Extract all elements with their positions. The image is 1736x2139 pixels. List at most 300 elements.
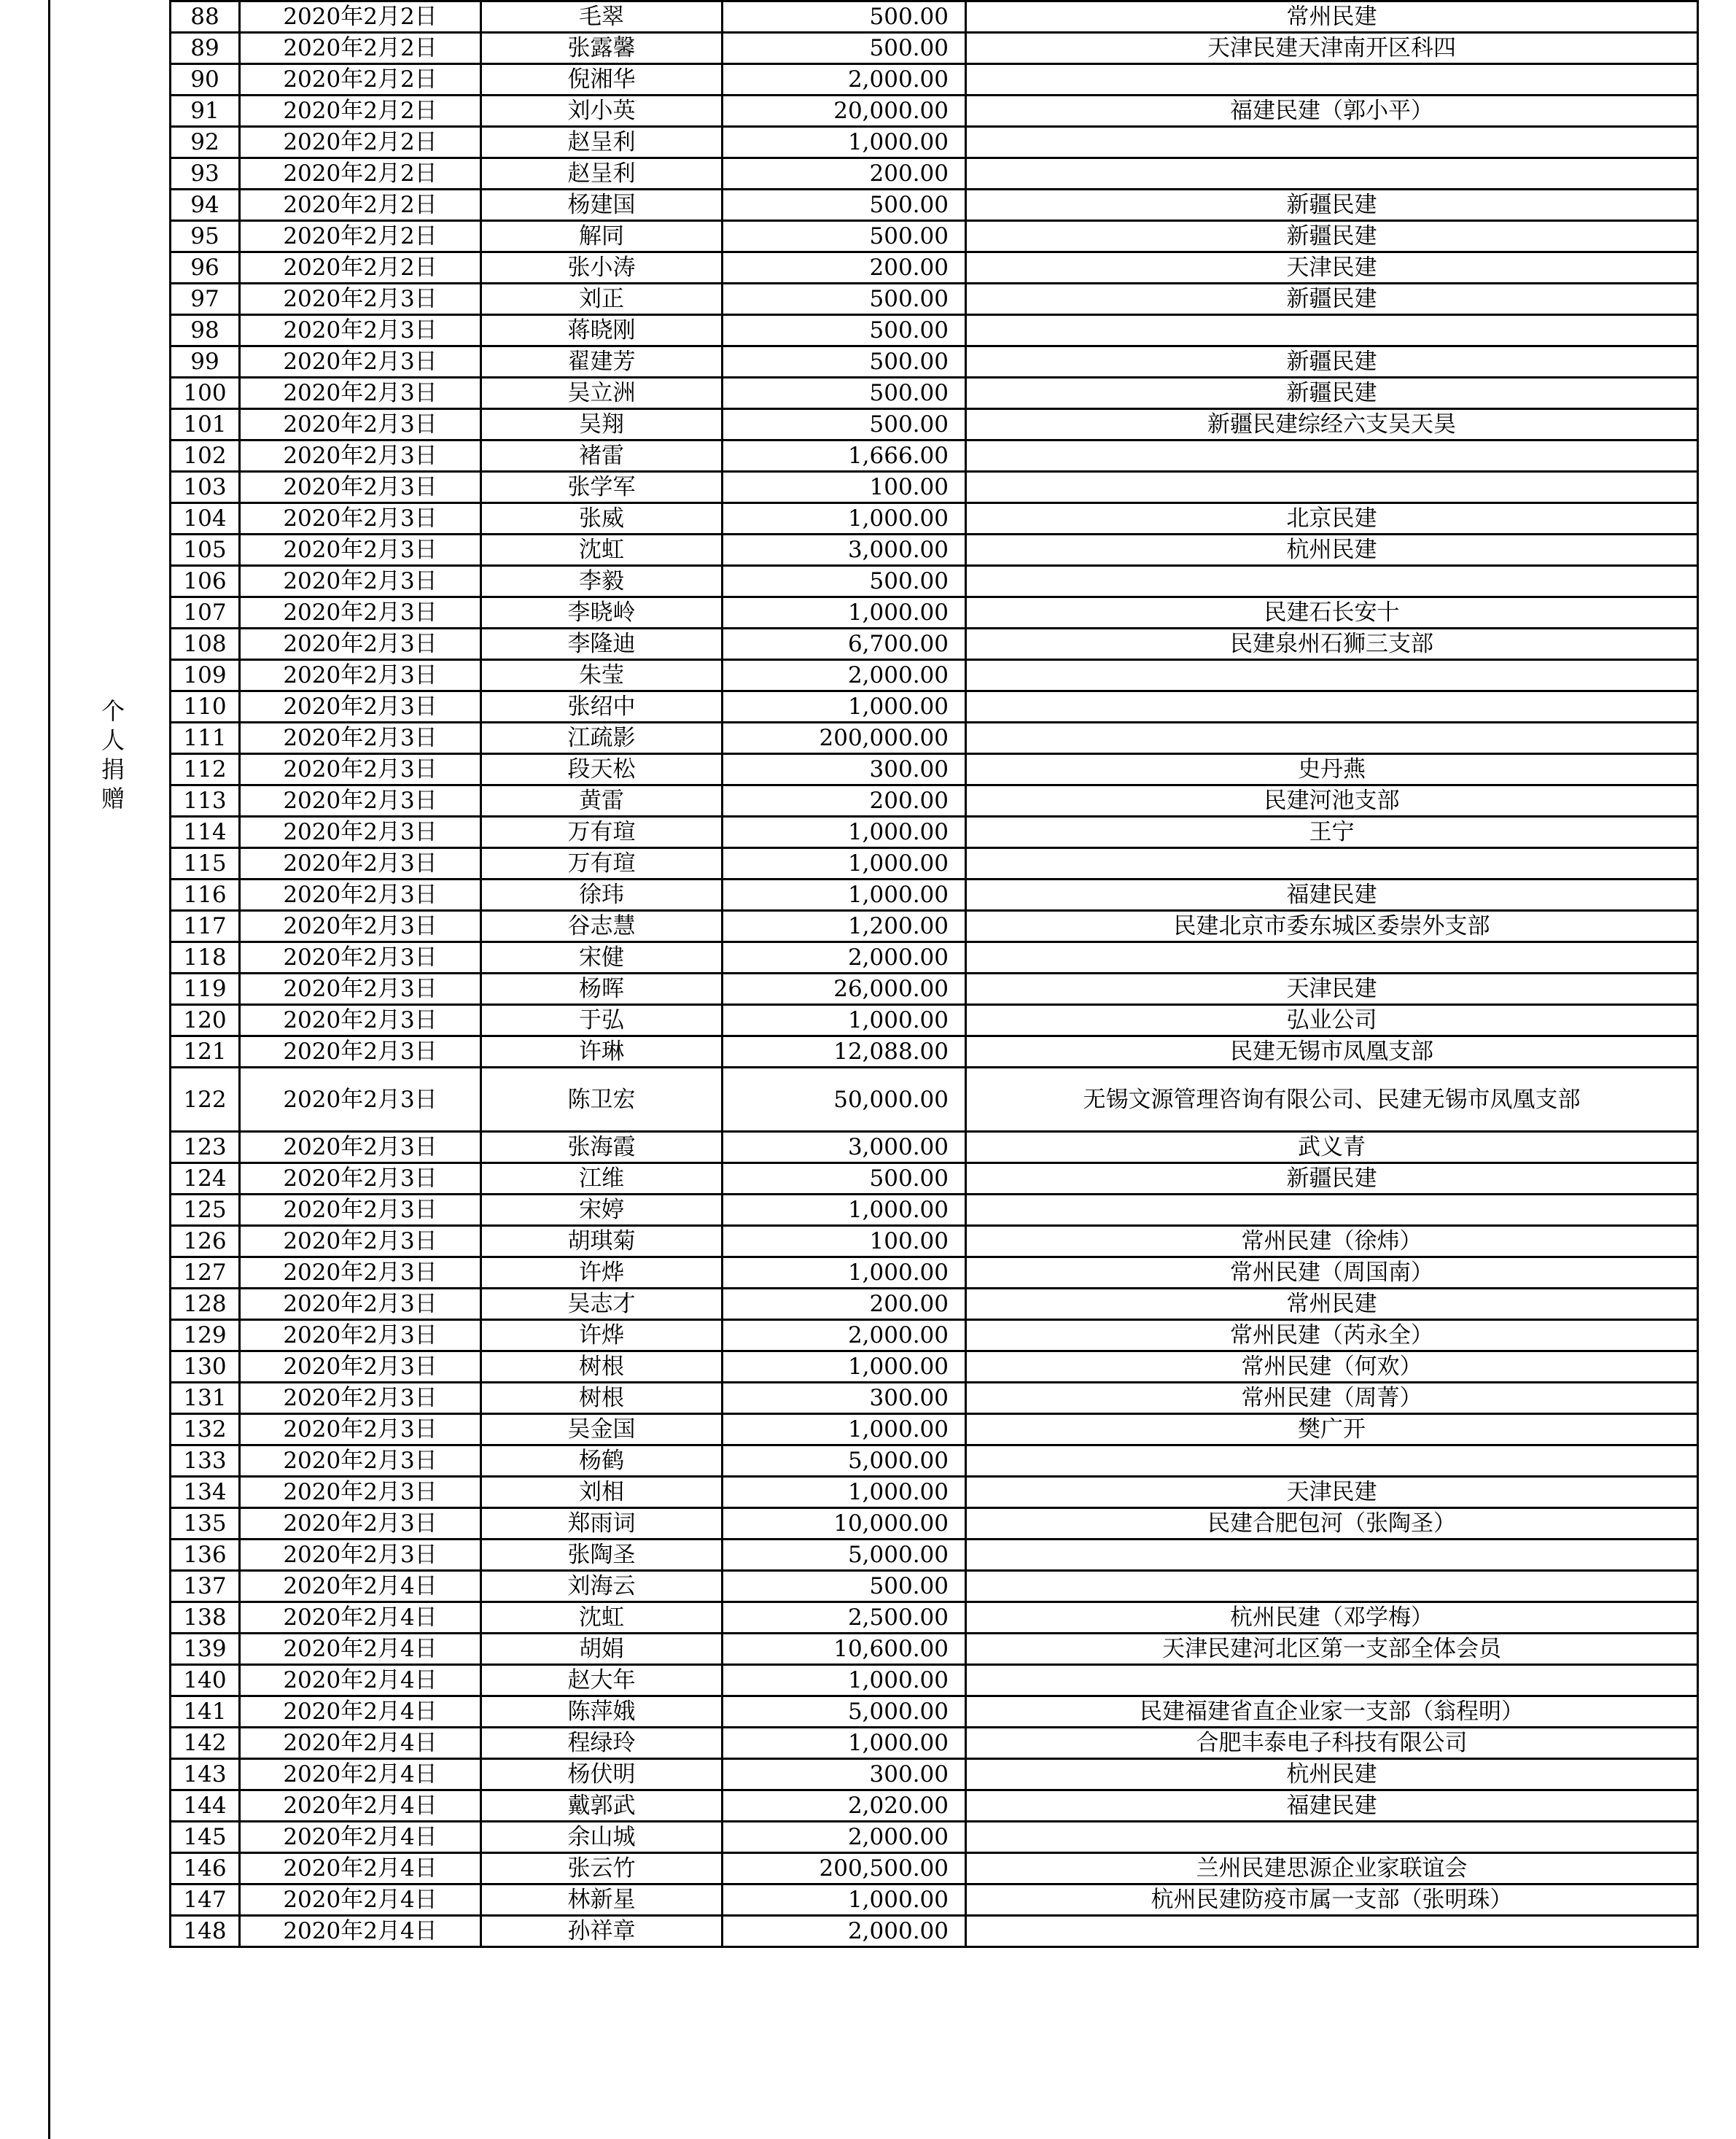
- donation-date-cell: 2020年2月4日: [240, 1759, 481, 1790]
- donor-name-cell: 万有瑄: [481, 817, 723, 848]
- donation-date-cell: 2020年2月3日: [240, 1508, 481, 1540]
- table-row: [171, 1634, 1698, 1665]
- donation-date-cell: 2020年2月3日: [240, 409, 481, 440]
- donation-amount-cell: 5,000.00: [723, 1696, 966, 1728]
- donation-date-cell: 2020年2月3日: [240, 974, 481, 1005]
- donation-amount-cell: 500.00: [723, 1571, 966, 1602]
- donation-date-cell: 2020年2月3日: [240, 785, 481, 817]
- row-number-cell: 112: [171, 754, 240, 785]
- donation-date-cell: 2020年2月3日: [240, 691, 481, 723]
- donation-date-cell: 2020年2月3日: [240, 597, 481, 629]
- donation-date-cell: 2020年2月3日: [240, 535, 481, 566]
- table-row: [171, 1571, 1698, 1602]
- donor-affiliation-cell: [966, 158, 1698, 190]
- table-row: [171, 252, 1698, 284]
- donor-name-cell: 吴翔: [481, 409, 723, 440]
- row-number-cell: 123: [171, 1132, 240, 1163]
- donation-date-cell: 2020年2月2日: [240, 190, 481, 221]
- row-number-cell: 119: [171, 974, 240, 1005]
- donor-name-cell: 倪湘华: [481, 64, 723, 96]
- donor-name-cell: 林新星: [481, 1884, 723, 1916]
- table-row: [171, 1477, 1698, 1508]
- donation-amount-cell: 2,000.00: [723, 1320, 966, 1351]
- table-row: [171, 1540, 1698, 1571]
- donation-date-cell: 2020年2月2日: [240, 96, 481, 127]
- row-number-cell: 136: [171, 1540, 240, 1571]
- row-number-cell: 88: [171, 1, 240, 33]
- donor-affiliation-cell: 民建无锡市凤凰支部: [966, 1036, 1698, 1068]
- donation-amount-cell: 500.00: [723, 1163, 966, 1195]
- table-row: [171, 1508, 1698, 1540]
- donor-affiliation-cell: 常州民建: [966, 1, 1698, 33]
- donation-date-cell: 2020年2月3日: [240, 315, 481, 346]
- donor-affiliation-cell: 天津民建: [966, 1477, 1698, 1508]
- donor-name-cell: 杨伏明: [481, 1759, 723, 1790]
- row-number-cell: 109: [171, 660, 240, 691]
- donor-name-cell: 沈虹: [481, 535, 723, 566]
- donor-affiliation-cell: 无锡文源管理咨询有限公司、民建无锡市凤凰支部: [966, 1068, 1698, 1132]
- donor-name-cell: 张小涛: [481, 252, 723, 284]
- donor-affiliation-cell: 常州民建（周国南）: [966, 1257, 1698, 1289]
- donation-date-cell: 2020年2月3日: [240, 472, 481, 503]
- donor-affiliation-cell: [966, 64, 1698, 96]
- donation-amount-cell: 2,000.00: [723, 1916, 966, 1947]
- table-row: [171, 911, 1698, 942]
- donor-affiliation-cell: 福建民建（郭小平）: [966, 96, 1698, 127]
- table-row: [171, 1696, 1698, 1728]
- donor-name-cell: 刘正: [481, 284, 723, 315]
- donor-affiliation-cell: 兰州民建思源企业家联谊会: [966, 1853, 1698, 1884]
- donor-affiliation-cell: [966, 1571, 1698, 1602]
- donation-date-cell: 2020年2月4日: [240, 1602, 481, 1634]
- row-number-cell: 118: [171, 942, 240, 974]
- donor-name-cell: 褚雷: [481, 440, 723, 472]
- table-row: [171, 378, 1698, 409]
- donor-name-cell: 沈虹: [481, 1602, 723, 1634]
- table-row: [171, 974, 1698, 1005]
- donation-date-cell: 2020年2月3日: [240, 629, 481, 660]
- donation-amount-cell: 1,000.00: [723, 880, 966, 911]
- row-number-cell: 146: [171, 1853, 240, 1884]
- donor-name-cell: 解同: [481, 221, 723, 252]
- row-number-cell: 141: [171, 1696, 240, 1728]
- donor-name-cell: 张威: [481, 503, 723, 535]
- donation-date-cell: 2020年2月4日: [240, 1822, 481, 1853]
- row-number-cell: 128: [171, 1289, 240, 1320]
- row-number-cell: 99: [171, 346, 240, 378]
- donation-date-cell: 2020年2月2日: [240, 33, 481, 64]
- row-number-cell: 94: [171, 190, 240, 221]
- donor-affiliation-cell: [966, 1540, 1698, 1571]
- donation-date-cell: 2020年2月3日: [240, 1351, 481, 1383]
- donor-affiliation-cell: 新疆民建综经六支吴天昊: [966, 409, 1698, 440]
- donor-name-cell: 于弘: [481, 1005, 723, 1036]
- row-number-cell: 115: [171, 848, 240, 880]
- donation-amount-cell: 1,000.00: [723, 1665, 966, 1696]
- donor-affiliation-cell: 合肥丰泰电子科技有限公司: [966, 1728, 1698, 1759]
- donor-name-cell: 许烨: [481, 1257, 723, 1289]
- donation-amount-cell: 200.00: [723, 158, 966, 190]
- row-number-cell: 105: [171, 535, 240, 566]
- row-number-cell: 135: [171, 1508, 240, 1540]
- donor-name-cell: 徐玮: [481, 880, 723, 911]
- donation-date-cell: 2020年2月3日: [240, 1540, 481, 1571]
- donor-affiliation-cell: [966, 848, 1698, 880]
- donation-amount-cell: 1,000.00: [723, 597, 966, 629]
- donation-amount-cell: 1,000.00: [723, 691, 966, 723]
- donor-name-cell: 杨鹤: [481, 1445, 723, 1477]
- donation-date-cell: 2020年2月4日: [240, 1916, 481, 1947]
- donor-affiliation-cell: 常州民建（周菁）: [966, 1383, 1698, 1414]
- donation-amount-cell: 500.00: [723, 315, 966, 346]
- donor-affiliation-cell: 福建民建: [966, 880, 1698, 911]
- donation-amount-cell: 5,000.00: [723, 1445, 966, 1477]
- donor-name-cell: 张海霞: [481, 1132, 723, 1163]
- donation-date-cell: 2020年2月3日: [240, 723, 481, 754]
- row-number-cell: 139: [171, 1634, 240, 1665]
- row-number-cell: 89: [171, 33, 240, 64]
- row-number-cell: 126: [171, 1226, 240, 1257]
- donation-date-cell: 2020年2月3日: [240, 1195, 481, 1226]
- row-number-cell: 108: [171, 629, 240, 660]
- table-row: [171, 1195, 1698, 1226]
- donor-name-cell: 陈卫宏: [481, 1068, 723, 1132]
- donor-name-cell: 程绿玲: [481, 1728, 723, 1759]
- donor-affiliation-cell: [966, 1445, 1698, 1477]
- donor-affiliation-cell: 史丹燕: [966, 754, 1698, 785]
- donation-amount-cell: 3,000.00: [723, 1132, 966, 1163]
- donation-date-cell: 2020年2月2日: [240, 1, 481, 33]
- donor-name-cell: 李毅: [481, 566, 723, 597]
- donation-date-cell: 2020年2月3日: [240, 1132, 481, 1163]
- donation-table-body: [171, 1, 1698, 1947]
- row-number-cell: 102: [171, 440, 240, 472]
- table-row: [171, 503, 1698, 535]
- donor-affiliation-cell: 新疆民建: [966, 190, 1698, 221]
- donor-name-cell: 许烨: [481, 1320, 723, 1351]
- donation-date-cell: 2020年2月3日: [240, 1257, 481, 1289]
- donation-amount-cell: 500.00: [723, 1, 966, 33]
- donor-name-cell: 戴郭武: [481, 1790, 723, 1822]
- donation-amount-cell: 500.00: [723, 284, 966, 315]
- donor-name-cell: 张学军: [481, 472, 723, 503]
- table-row: [171, 1665, 1698, 1696]
- donation-date-cell: 2020年2月3日: [240, 660, 481, 691]
- donor-affiliation-cell: 北京民建: [966, 503, 1698, 535]
- donor-affiliation-cell: 新疆民建: [966, 378, 1698, 409]
- row-number-cell: 134: [171, 1477, 240, 1508]
- donation-date-cell: 2020年2月3日: [240, 1163, 481, 1195]
- donation-date-cell: 2020年2月4日: [240, 1696, 481, 1728]
- donor-affiliation-cell: 常州民建（徐炜）: [966, 1226, 1698, 1257]
- table-row: [171, 64, 1698, 96]
- donor-name-cell: 许琳: [481, 1036, 723, 1068]
- donation-amount-cell: 5,000.00: [723, 1540, 966, 1571]
- table-row: [171, 754, 1698, 785]
- table-row: [171, 848, 1698, 880]
- row-number-cell: 140: [171, 1665, 240, 1696]
- donor-affiliation-cell: 民建河池支部: [966, 785, 1698, 817]
- donor-affiliation-cell: 杭州民建: [966, 535, 1698, 566]
- donor-name-cell: 余山城: [481, 1822, 723, 1853]
- donor-name-cell: 赵呈利: [481, 158, 723, 190]
- row-number-cell: 148: [171, 1916, 240, 1947]
- donation-amount-cell: 1,000.00: [723, 1477, 966, 1508]
- category-label: [95, 696, 131, 813]
- category-char: 赠: [101, 785, 125, 812]
- donation-amount-cell: 2,000.00: [723, 660, 966, 691]
- donation-amount-cell: 6,700.00: [723, 629, 966, 660]
- donation-date-cell: 2020年2月2日: [240, 64, 481, 96]
- donation-amount-cell: 2,000.00: [723, 942, 966, 974]
- table-row: [171, 629, 1698, 660]
- donation-amount-cell: 20,000.00: [723, 96, 966, 127]
- table-row: [171, 33, 1698, 64]
- donor-name-cell: 张云竹: [481, 1853, 723, 1884]
- donation-amount-cell: 500.00: [723, 566, 966, 597]
- row-number-cell: 124: [171, 1163, 240, 1195]
- donor-name-cell: 杨晖: [481, 974, 723, 1005]
- donor-affiliation-cell: 民建北京市委东城区委崇外支部: [966, 911, 1698, 942]
- donor-name-cell: 翟建芳: [481, 346, 723, 378]
- donor-affiliation-cell: 新疆民建: [966, 221, 1698, 252]
- donation-date-cell: 2020年2月3日: [240, 1005, 481, 1036]
- donation-date-cell: 2020年2月3日: [240, 1036, 481, 1068]
- table-row: [171, 1132, 1698, 1163]
- table-row: [171, 1005, 1698, 1036]
- donation-date-cell: 2020年2月3日: [240, 911, 481, 942]
- donor-name-cell: 胡琪菊: [481, 1226, 723, 1257]
- donation-amount-cell: 500.00: [723, 346, 966, 378]
- donor-affiliation-cell: [966, 691, 1698, 723]
- table-row: [171, 1036, 1698, 1068]
- donation-date-cell: 2020年2月3日: [240, 378, 481, 409]
- donor-name-cell: 朱莹: [481, 660, 723, 691]
- donor-name-cell: 张陶圣: [481, 1540, 723, 1571]
- donor-name-cell: 赵呈利: [481, 127, 723, 158]
- table-row: [171, 1226, 1698, 1257]
- table-row: [171, 346, 1698, 378]
- row-number-cell: 129: [171, 1320, 240, 1351]
- donation-date-cell: 2020年2月3日: [240, 1068, 481, 1132]
- donation-date-cell: 2020年2月3日: [240, 848, 481, 880]
- donation-amount-cell: 1,000.00: [723, 1195, 966, 1226]
- table-row: [171, 1, 1698, 33]
- donor-name-cell: 李晓岭: [481, 597, 723, 629]
- donor-affiliation-cell: [966, 1665, 1698, 1696]
- table-row: [171, 1759, 1698, 1790]
- donor-affiliation-cell: [966, 1916, 1698, 1947]
- donation-amount-cell: 300.00: [723, 754, 966, 785]
- donor-affiliation-cell: 福建民建: [966, 1790, 1698, 1822]
- donation-amount-cell: 2,020.00: [723, 1790, 966, 1822]
- donation-date-cell: 2020年2月3日: [240, 440, 481, 472]
- donation-amount-cell: 300.00: [723, 1383, 966, 1414]
- donation-amount-cell: 50,000.00: [723, 1068, 966, 1132]
- row-number-cell: 92: [171, 127, 240, 158]
- table-row: [171, 1728, 1698, 1759]
- donor-affiliation-cell: 常州民建（芮永全）: [966, 1320, 1698, 1351]
- donation-date-cell: 2020年2月4日: [240, 1790, 481, 1822]
- donation-date-cell: 2020年2月3日: [240, 1383, 481, 1414]
- donation-amount-cell: 200.00: [723, 1289, 966, 1320]
- table-row: [171, 691, 1698, 723]
- donor-name-cell: 陈萍娥: [481, 1696, 723, 1728]
- row-number-cell: 147: [171, 1884, 240, 1916]
- donor-affiliation-cell: [966, 660, 1698, 691]
- donor-affiliation-cell: 杭州民建防疫市属一支部（张明珠）: [966, 1884, 1698, 1916]
- donation-amount-cell: 500.00: [723, 409, 966, 440]
- table-row: [171, 1068, 1698, 1132]
- donation-date-cell: 2020年2月3日: [240, 817, 481, 848]
- donor-name-cell: 吴金国: [481, 1414, 723, 1445]
- donor-name-cell: 孙祥章: [481, 1916, 723, 1947]
- donation-amount-cell: 200,000.00: [723, 723, 966, 754]
- row-number-cell: 95: [171, 221, 240, 252]
- table-row: [171, 158, 1698, 190]
- table-row: [171, 817, 1698, 848]
- donation-amount-cell: 1,000.00: [723, 1414, 966, 1445]
- row-number-cell: 96: [171, 252, 240, 284]
- row-number-cell: 106: [171, 566, 240, 597]
- category-char: 人: [101, 726, 125, 754]
- donation-date-cell: 2020年2月3日: [240, 1414, 481, 1445]
- donation-amount-cell: 12,088.00: [723, 1036, 966, 1068]
- row-number-cell: 90: [171, 64, 240, 96]
- donation-amount-cell: 500.00: [723, 190, 966, 221]
- row-number-cell: 116: [171, 880, 240, 911]
- donation-date-cell: 2020年2月2日: [240, 158, 481, 190]
- donor-name-cell: 黄雷: [481, 785, 723, 817]
- row-number-cell: 110: [171, 691, 240, 723]
- row-number-cell: 127: [171, 1257, 240, 1289]
- table-row: [171, 1916, 1698, 1947]
- donor-name-cell: 段天松: [481, 754, 723, 785]
- table-row: [171, 1320, 1698, 1351]
- donor-name-cell: 李隆迪: [481, 629, 723, 660]
- donor-name-cell: 郑雨词: [481, 1508, 723, 1540]
- donor-name-cell: 谷志慧: [481, 911, 723, 942]
- donation-amount-cell: 2,000.00: [723, 1822, 966, 1853]
- donor-affiliation-cell: 新疆民建: [966, 284, 1698, 315]
- donor-affiliation-cell: [966, 127, 1698, 158]
- row-number-cell: 114: [171, 817, 240, 848]
- donor-name-cell: 树根: [481, 1383, 723, 1414]
- donor-affiliation-cell: 新疆民建: [966, 1163, 1698, 1195]
- donor-name-cell: 胡娟: [481, 1634, 723, 1665]
- donation-amount-cell: 1,000.00: [723, 503, 966, 535]
- row-number-cell: 143: [171, 1759, 240, 1790]
- table-row: [171, 880, 1698, 911]
- table-row: [171, 409, 1698, 440]
- donation-date-cell: 2020年2月4日: [240, 1665, 481, 1696]
- table-row: [171, 284, 1698, 315]
- donor-affiliation-cell: 天津民建: [966, 974, 1698, 1005]
- table-row: [171, 1257, 1698, 1289]
- donor-affiliation-cell: 天津民建河北区第一支部全体会员: [966, 1634, 1698, 1665]
- row-number-cell: 125: [171, 1195, 240, 1226]
- donor-affiliation-cell: 武义青: [966, 1132, 1698, 1163]
- donation-date-cell: 2020年2月2日: [240, 127, 481, 158]
- row-number-cell: 93: [171, 158, 240, 190]
- table-row: [171, 221, 1698, 252]
- donor-name-cell: 毛翠: [481, 1, 723, 33]
- row-number-cell: 138: [171, 1602, 240, 1634]
- donor-name-cell: 江维: [481, 1163, 723, 1195]
- donation-table: [169, 0, 1699, 1948]
- row-number-cell: 100: [171, 378, 240, 409]
- row-number-cell: 130: [171, 1351, 240, 1383]
- row-number-cell: 97: [171, 284, 240, 315]
- donation-date-cell: 2020年2月4日: [240, 1634, 481, 1665]
- donor-name-cell: 江疏影: [481, 723, 723, 754]
- table-row: [171, 1383, 1698, 1414]
- donation-date-cell: 2020年2月2日: [240, 252, 481, 284]
- donation-date-cell: 2020年2月3日: [240, 1226, 481, 1257]
- donation-amount-cell: 200.00: [723, 785, 966, 817]
- donor-affiliation-cell: 新疆民建: [966, 346, 1698, 378]
- donor-affiliation-cell: 民建福建省直企业家一支部（翁程明）: [966, 1696, 1698, 1728]
- donation-amount-cell: 1,000.00: [723, 127, 966, 158]
- row-number-cell: 142: [171, 1728, 240, 1759]
- donation-amount-cell: 1,000.00: [723, 848, 966, 880]
- donor-name-cell: 吴立洲: [481, 378, 723, 409]
- row-number-cell: 113: [171, 785, 240, 817]
- row-number-cell: 120: [171, 1005, 240, 1036]
- table-row: [171, 723, 1698, 754]
- row-number-cell: 91: [171, 96, 240, 127]
- donation-amount-cell: 1,000.00: [723, 817, 966, 848]
- donation-date-cell: 2020年2月2日: [240, 221, 481, 252]
- donor-affiliation-cell: [966, 942, 1698, 974]
- row-number-cell: 103: [171, 472, 240, 503]
- donation-amount-cell: 500.00: [723, 378, 966, 409]
- table-row: [171, 597, 1698, 629]
- donor-name-cell: 宋婷: [481, 1195, 723, 1226]
- row-number-cell: 121: [171, 1036, 240, 1068]
- donation-date-cell: 2020年2月4日: [240, 1884, 481, 1916]
- donation-date-cell: 2020年2月3日: [240, 1445, 481, 1477]
- row-number-cell: 98: [171, 315, 240, 346]
- table-row: [171, 96, 1698, 127]
- donation-amount-cell: 3,000.00: [723, 535, 966, 566]
- row-number-cell: 101: [171, 409, 240, 440]
- donation-date-cell: 2020年2月4日: [240, 1571, 481, 1602]
- table-row: [171, 660, 1698, 691]
- donor-affiliation-cell: 杭州民建（邓学梅）: [966, 1602, 1698, 1634]
- donor-affiliation-cell: 弘业公司: [966, 1005, 1698, 1036]
- donation-amount-cell: 500.00: [723, 33, 966, 64]
- table-row: [171, 315, 1698, 346]
- donor-name-cell: 万有瑄: [481, 848, 723, 880]
- donor-affiliation-cell: 天津民建天津南开区科四: [966, 33, 1698, 64]
- donation-amount-cell: 1,000.00: [723, 1351, 966, 1383]
- table-row: [171, 1414, 1698, 1445]
- row-number-cell: 131: [171, 1383, 240, 1414]
- donation-date-cell: 2020年2月3日: [240, 754, 481, 785]
- donation-date-cell: 2020年2月3日: [240, 942, 481, 974]
- donation-date-cell: 2020年2月3日: [240, 1289, 481, 1320]
- category-char: 捐: [101, 756, 125, 783]
- donor-affiliation-cell: 天津民建: [966, 252, 1698, 284]
- donor-affiliation-cell: [966, 723, 1698, 754]
- donation-date-cell: 2020年2月4日: [240, 1853, 481, 1884]
- table-row: [171, 190, 1698, 221]
- donor-name-cell: 刘海云: [481, 1571, 723, 1602]
- row-number-cell: 144: [171, 1790, 240, 1822]
- donor-name-cell: 刘相: [481, 1477, 723, 1508]
- row-number-cell: 111: [171, 723, 240, 754]
